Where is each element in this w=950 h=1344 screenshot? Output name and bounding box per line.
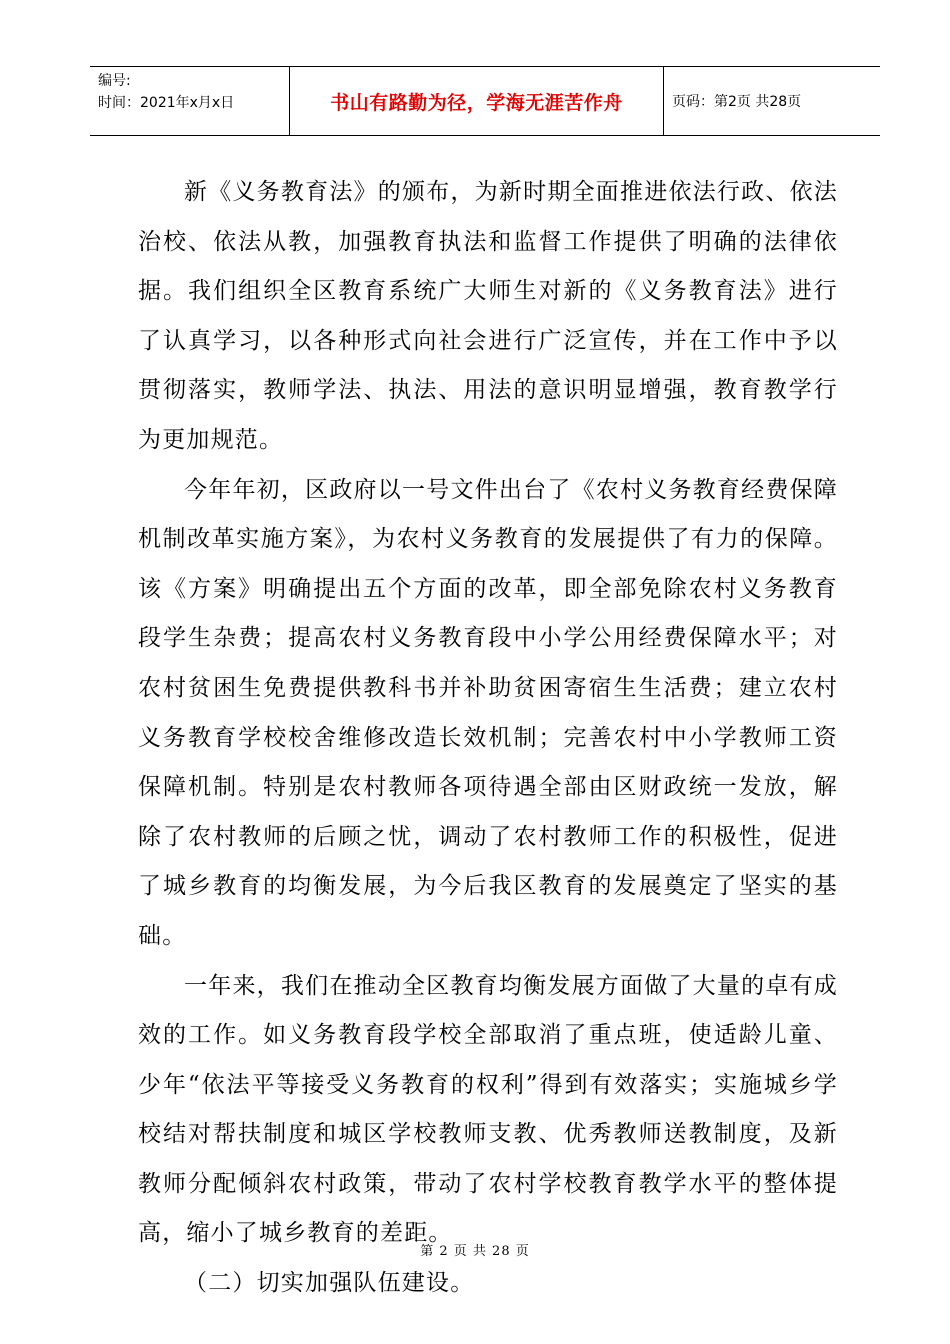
header-page-info: 页码：第2页 共28页 [672, 94, 802, 110]
header-motto: 书山有路勤为径，学海无涯苦作舟 [290, 67, 664, 135]
paragraph: 一年来，我们在推动全区教育均衡发展方面做了大量的卓有成效的工作。如义务教育段学校全部取消了重点班，使适龄儿童、少年“依法平等接受义务教育的权利”得到有效落实；实施城乡学校结对帮扶制度和城区学校教师支教、优秀教师送教制度，及新教师分配倾斜农村政策，带动了农村学校教育教学水平的整体提高，缩小了城乡教育的差距。 [138, 972, 838, 1247]
page-footer: 第 2 页 共 28 页 [420, 1244, 530, 1259]
section-heading: （二）切实加强队伍建设。 [184, 1270, 475, 1297]
document-body [138, 168, 838, 1309]
header-meta [90, 67, 290, 135]
page-header [90, 66, 880, 136]
document-time-label: 时间：2021年x月x日 [98, 95, 235, 111]
paragraph: 新《义务教育法》的颁布，为新时期全面推进依法行政、依法治校、依法从教，加强教育执法和监督工作提供了明确的法律依据。我们组织全区教育系统广大师生对新的《义务教育法》进行了认真学习，以各种形式向社会进行广泛宣传，并在工作中予以贯彻落实，教师学法、执法、用法的意识明显增强，教育教学行为更加规范。 [138, 179, 838, 453]
document-number-label: 编号: [98, 73, 131, 89]
paragraph: 今年年初，区政府以一号文件出台了《农村义务教育经费保障机制改革实施方案》，为农村义务教育的发展提供了有力的保障。该《方案》明确提出五个方面的改革，即全部免除农村义务教育段学生杂费；提高农村义务教育段中小学公用经费保障水平；对农村贫困生免费提供教科书并补助贫困寄宿生生活费；建立农村义务教育学校校舍维修改造长效机制；完善农村中小学教师工资保障机制。特别是农村教师各项待遇全部由区财政统一发放，解除了农村教师的后顾之忧，调动了农村教师工作的积极性，促进了城乡教育的均衡发展，为今后我区教育的发展奠定了坚实的基础。 [138, 476, 838, 949]
